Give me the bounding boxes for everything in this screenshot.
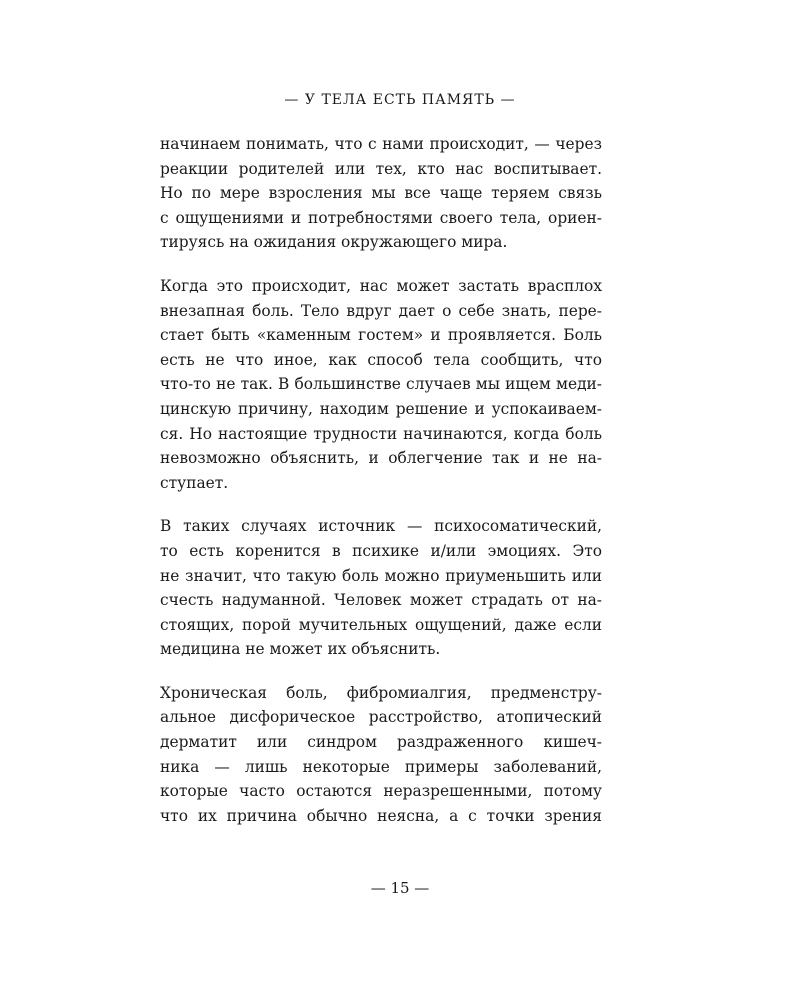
page-number: — 15 — [370,879,430,897]
paragraph-2 [160,274,602,495]
text-line: дерматит или синдром раздраженного кишеч- [160,733,602,752]
text-line: ника — лишь некоторые примеры заболеваний, [160,757,602,776]
text-line: Когда это происходит, нас может застать врасплох [160,276,602,295]
text-line: не значит, что такую боль можно приуменьшить или [160,566,602,585]
text-line: есть не что иное, как способ тела сообщить, что [160,350,602,369]
text-line: ступает. [160,473,229,492]
text-line: Хроническая боль, фибромиалгия, предменстру- [160,683,602,702]
text-line: цинскую причину, находим решение и успокаиваем- [160,399,602,418]
text-line: Но по мере взросления мы все чаще теряем связь [160,184,602,203]
text-line: с ощущениями и потребностями своего тела, ориен- [160,208,602,227]
text-line: что-то не так. В большинстве случаев мы ищем меди- [160,375,602,394]
text-line: реакции родителей или тех, кто нас воспитывает. [160,159,602,178]
paragraph-1 [160,132,602,255]
text-line: стает быть «каменным гостем» и проявляется. Боль [160,326,602,345]
text-line: стоящих, порой мучительных ощущений, даже если [160,615,602,634]
body-text [160,132,602,847]
text-line: внезапная боль. Тело вдруг дает о себе знать, пере- [160,301,602,320]
text-line: что их причина обычно неясна, а с точки зрения [160,806,602,825]
paragraph-4 [160,681,602,829]
text-line: начинаем понимать, что с нами происходит, — через [160,135,602,153]
text-line: то есть коренится в психике и/или эмоциях. Это [160,541,602,560]
paragraph-3 [160,514,602,662]
text-line: В таких случаях источник — психосоматический, [160,517,602,536]
running-head: — У ТЕЛА ЕСТЬ ПАМЯТЬ — [284,92,516,108]
text-line: счесть надуманной. Человек может страдать от на- [160,591,602,610]
text-line: невозможно объяснить, и облегчение так и не на- [160,449,602,468]
text-line: которые часто остаются неразрешенными, потому [160,782,602,801]
text-line: ся. Но настоящие трудности начинаются, когда боль [160,424,602,443]
text-line: медицина не может их объяснить. [160,640,441,659]
text-line: тируясь на ожидания окружающего мира. [160,233,508,252]
text-line: альное дисфорическое расстройство, атопический [160,708,602,727]
